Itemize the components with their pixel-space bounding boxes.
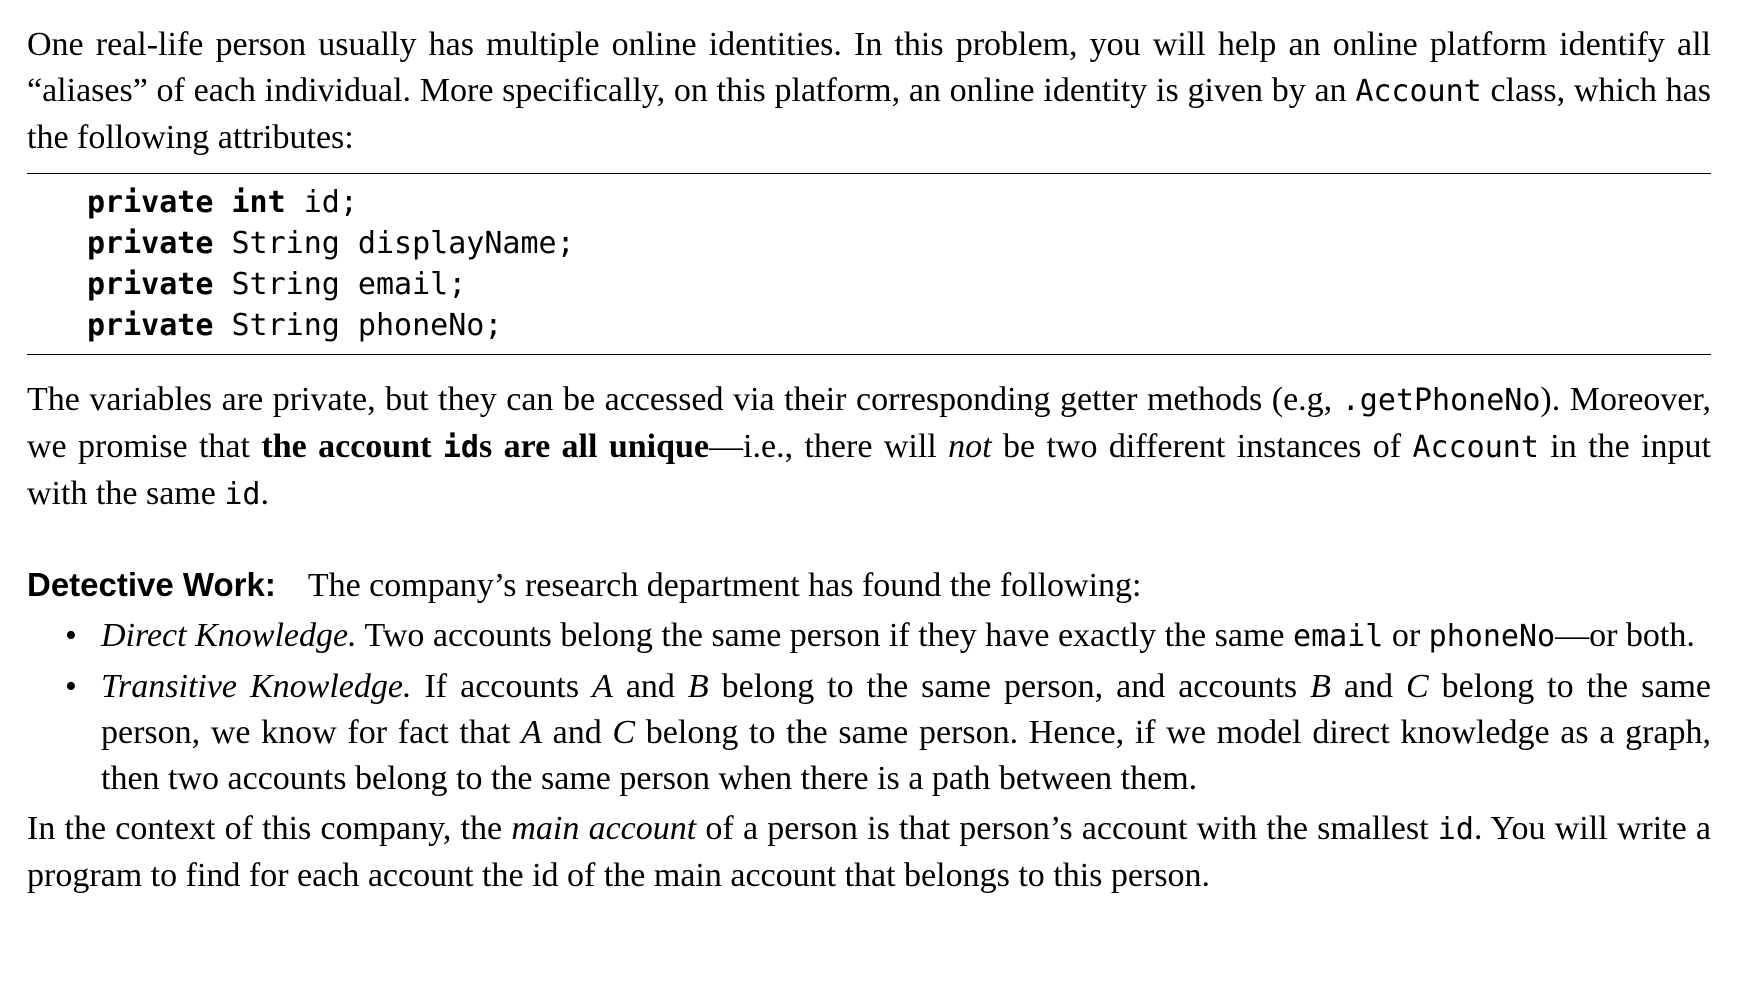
code-keyword: private — [87, 226, 214, 261]
code-keyword: private — [87, 308, 214, 343]
var-b: B — [687, 668, 709, 705]
main-account-paragraph — [27, 806, 1711, 899]
closing-id-code: id — [1437, 812, 1474, 847]
getters-text-1: The variables are private, but they can be accessed via their corresponding getter methods (e.g, — [27, 381, 1342, 418]
code-type: String — [231, 267, 340, 302]
var-c: C — [1405, 668, 1429, 705]
intro-paragraph — [27, 22, 1711, 161]
code-keyword: private — [87, 267, 214, 302]
code-line-email — [87, 264, 1711, 305]
code-body — [27, 174, 1711, 354]
code-listing — [27, 173, 1711, 355]
transitive-text: belong to the same person, we know for fact that — [101, 668, 1711, 751]
bold-id-code: id — [442, 430, 479, 465]
getters-text-6: . — [260, 475, 269, 512]
code-line-id — [87, 182, 1711, 223]
intro-class-name: Account — [1355, 74, 1482, 109]
getters-id-code: id — [224, 477, 261, 512]
direct-or: or — [1383, 617, 1429, 654]
list-item-direct-knowledge — [27, 613, 1711, 660]
closing-text-3: . You will write a program to find for each account the id of the main account that belongs to this person. — [27, 810, 1712, 894]
bold-text-1: the account — [261, 428, 443, 465]
main-account-term: main account — [511, 810, 697, 847]
bullet-icon: • — [65, 617, 77, 654]
transitive-title: Transitive Knowledge. — [101, 668, 412, 705]
transitive-text: and — [1330, 668, 1406, 705]
detective-lead-line — [27, 562, 1711, 609]
code-keyword: private — [87, 185, 214, 220]
closing-text-1: In the context of this company, the — [27, 810, 512, 847]
getters-text-5: in the input with the same — [27, 428, 1711, 512]
transitive-text: If accounts — [411, 668, 593, 705]
var-a: A — [592, 668, 613, 705]
direct-phone-code: phoneNo — [1428, 619, 1556, 654]
code-field: phoneNo; — [339, 308, 503, 343]
getters-text-2: ). Moreover, we promise that — [27, 381, 1711, 465]
knowledge-list — [27, 613, 1711, 802]
code-field: id; — [285, 185, 358, 220]
code-type: int — [231, 185, 286, 220]
transitive-text: and — [541, 714, 613, 751]
direct-title: Direct Knowledge. — [101, 617, 357, 654]
getters-class-name: Account — [1412, 430, 1539, 465]
bold-text-2: s are all unique — [478, 428, 710, 465]
section-heading: Detective Work: — [27, 566, 276, 603]
getters-paragraph — [27, 377, 1711, 518]
direct-text-2: —or both. — [1555, 617, 1695, 654]
code-type: String — [231, 226, 340, 261]
var-a: A — [521, 714, 542, 751]
getter-method: .getPhoneNo — [1341, 383, 1541, 418]
unique-ids-emphasis — [261, 428, 709, 465]
transitive-text: and — [612, 668, 688, 705]
var-b: B — [1310, 668, 1331, 705]
code-field: email; — [339, 267, 467, 302]
code-field: displayName; — [339, 226, 575, 261]
intro-text-1: One real-life person usually has multiple online identities. In this problem, you will help an online platform identify all “aliases” of each individual. More specifically, on this platform, an online identity is given by an — [27, 26, 1711, 109]
code-line-displayname — [87, 223, 1711, 264]
getters-text-3: —i.e., there will — [709, 428, 949, 465]
intro-text-2: class, which has the following attributes: — [27, 72, 1711, 156]
direct-email-code: email — [1293, 619, 1384, 654]
list-item-transitive-knowledge — [27, 664, 1711, 802]
var-c: C — [612, 714, 636, 751]
detective-work-section — [27, 562, 1711, 899]
code-type: String — [231, 308, 340, 343]
direct-text-1: Two accounts belong the same person if they have exactly the same — [356, 617, 1294, 654]
not-emphasis: not — [948, 428, 992, 465]
code-line-phoneno — [87, 305, 1711, 346]
problem-statement — [27, 22, 1711, 899]
closing-text-2: of a person is that person’s account with the smallest — [696, 810, 1438, 847]
transitive-text: belong to the same person, and accounts — [708, 668, 1311, 705]
code-bottom-rule — [27, 354, 1711, 355]
transitive-text: belong to the same person. Hence, if we model direct knowledge as a graph, then two accounts belong to the same person when there is a path between them. — [101, 714, 1712, 797]
bullet-icon: • — [65, 668, 77, 705]
getters-text-4: be two different instances of — [991, 428, 1413, 465]
detective-lead: The company’s research department has found the following: — [307, 567, 1142, 604]
